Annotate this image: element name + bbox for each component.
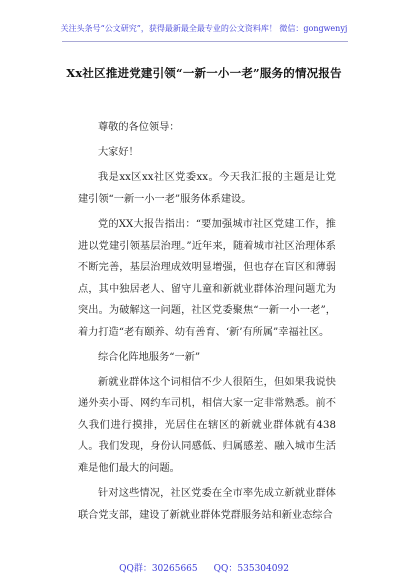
greeting: 大家好！: [98, 147, 139, 159]
section-heading: 综合化阵地服务“一新”: [98, 351, 201, 363]
footer-qq-group: QQ群：30265665: [119, 564, 198, 574]
body-paragraph: 党的XX大报告指出：“要加强城市社区党建工作，推进以党建引领基层治理。”近年来，随着城市社区治理体系不断完善，基层治理成效明显增强，但也存在盲区和薄弱点，其中独居老人、留守儿童和新就业群体治理问题尤为突出。为破解这一问题，社区党委聚焦“一新一小一老”，着力打造“老有颐养、幼有善育、‘新’有所属”幸福社区。: [78, 219, 336, 338]
document-title: Xx社区推进党建引领“一新一小一老”服务的情况报告: [66, 66, 342, 80]
body-paragraph: 我是xx区xx社区党委xx。今天我汇报的主题是让党建引领“一新一小一老”服务体系建设。: [78, 172, 336, 205]
footer-qq: QQ：535304092: [213, 564, 289, 574]
body-paragraph: 针对这些情况，社区党委在全市率先成立新就业群体联合党支部，建设了新就业群体党群服务站和新业态综合: [78, 488, 336, 521]
salutation: 尊敬的各位领导：: [98, 122, 180, 133]
body-paragraph: 新就业群体这个词相信不少人很陌生，但如果我说快递外卖小哥、网约车司机，相信大家一定非常熟悉。前不久我们进行摸排，光居住在辖区的新就业群体就有438人。我们发现，身份认同感低、归属感差、融入城市生活难是他们最大的问题。: [78, 376, 336, 474]
document-body: [78, 117, 336, 530]
header-banner: 关注头条号“公文研究”，获得最新最全最专业的公文资料库！ 微信：gongwenyj: [60, 24, 348, 33]
header-divider: [62, 41, 348, 42]
footer-contact: [0, 561, 408, 574]
